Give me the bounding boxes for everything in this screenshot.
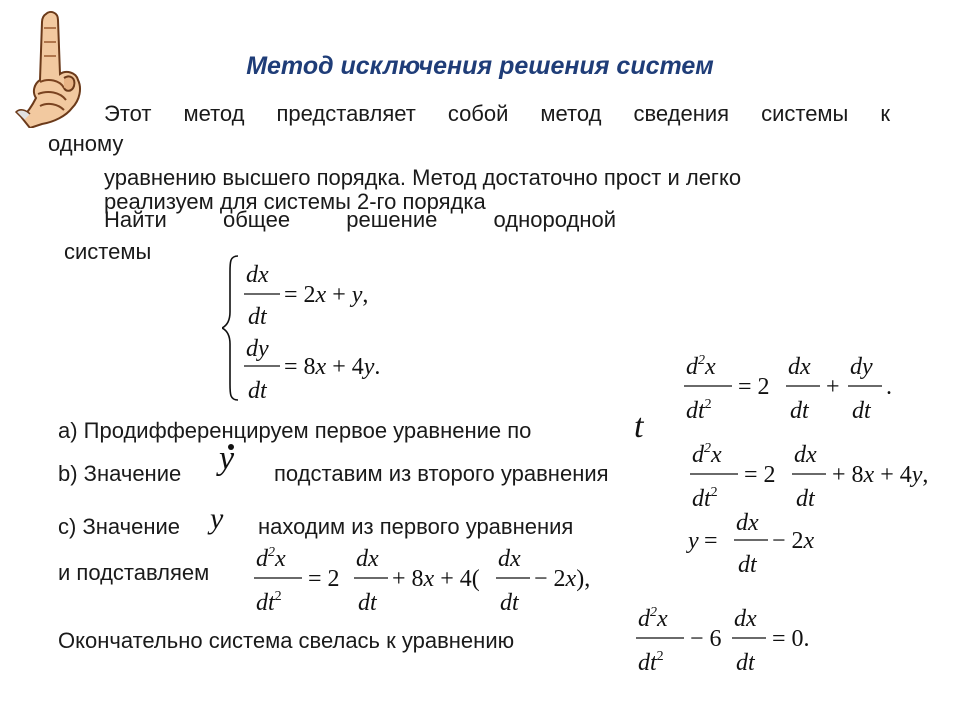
- svg-text:.: .: [886, 374, 892, 400]
- svg-text:= 2: = 2: [744, 462, 776, 488]
- svg-text:dt: dt: [790, 398, 809, 424]
- svg-text:y: y: [688, 528, 699, 554]
- svg-text:= 2: = 2: [738, 374, 770, 400]
- final-text: Окончательно система свелась к уравнению: [58, 628, 515, 653]
- step-c-variable: y: [210, 502, 224, 535]
- svg-text:dt2: $dt^2$: [686, 397, 712, 424]
- svg-text:= 8x + 4y.: = 8x + 4y.: [284, 354, 381, 380]
- svg-text:dt: dt: [248, 304, 267, 330]
- svg-text:− 6: − 6: [690, 626, 722, 652]
- step-c-label: c) Значение: [58, 514, 180, 539]
- svg-text:+ 8x + 4(: + 8x + 4(: [392, 566, 480, 592]
- system-equations-formula: [222, 252, 432, 404]
- svg-text:dt: dt: [852, 398, 871, 424]
- svg-text:dt: dt: [738, 552, 757, 578]
- step-b-label: b) Значение: [58, 461, 182, 486]
- final-equation-formula: [632, 598, 832, 680]
- svg-text:dt2: $dt^2$: [638, 649, 664, 676]
- svg-text:= 2x + y,: = 2x + y,: [284, 282, 369, 308]
- svg-text:dx: dx: [246, 262, 269, 288]
- svg-text:− 2x),: − 2x),: [534, 566, 591, 592]
- svg-text:dx: dx: [356, 546, 379, 572]
- svg-text:dt: dt: [358, 590, 377, 616]
- svg-text:dt2: $dt^2$: [256, 589, 282, 616]
- substituted-equation-formula: [686, 432, 954, 514]
- svg-text:dx: dx: [498, 546, 521, 572]
- svg-text:dt: dt: [500, 590, 519, 616]
- step-d-text: и подставляем: [58, 560, 210, 585]
- task-line-2: системы: [64, 239, 152, 264]
- intro-line-3: уравнению высшего порядка. Метод достаточно прост и легко: [104, 165, 742, 190]
- svg-text:d2x: $d^2x$: [638, 605, 668, 632]
- y-expression-formula: [686, 506, 836, 578]
- svg-text:+ 8x + 4y,: + 8x + 4y,: [832, 462, 929, 488]
- svg-text:d2x: $d^2x$: [692, 441, 722, 468]
- svg-text:=: =: [704, 528, 718, 554]
- step-a-text: a) Продифференцируем первое уравнение по: [58, 418, 532, 443]
- differentiated-equation-formula: [680, 346, 920, 428]
- step-b-text: подставим из второго уравнения: [274, 461, 609, 486]
- svg-text:dt: dt: [796, 486, 815, 512]
- step-a-variable: t: [634, 408, 644, 445]
- svg-text:− 2x: − 2x: [772, 528, 815, 554]
- intro-line-4: реализуем для системы 2-го порядка: [104, 189, 486, 214]
- intro-line-2: одному: [48, 131, 124, 156]
- svg-text:= 0.: = 0.: [772, 626, 810, 652]
- svg-text:d2x: $d^2x$: [256, 545, 286, 572]
- svg-text:dt: dt: [736, 650, 755, 676]
- svg-text:dx: dx: [794, 442, 817, 468]
- svg-text:dx: dx: [736, 510, 759, 536]
- svg-text:dy: dy: [246, 336, 269, 362]
- svg-text:dy: dy: [850, 354, 873, 380]
- step-b-variable: y: [219, 440, 235, 477]
- intro-line-1: Этот метод представляет собой метод сведения системы к: [104, 101, 890, 126]
- final-substitution-formula: [250, 538, 620, 620]
- svg-text:dt2: $dt^2$: [692, 485, 718, 512]
- svg-text:= 2: = 2: [308, 566, 340, 592]
- step-c-text: находим из первого уравнения: [258, 514, 574, 539]
- svg-text:dt: dt: [248, 378, 267, 404]
- svg-text:dx: dx: [734, 606, 757, 632]
- svg-text:dx: dx: [788, 354, 811, 380]
- svg-text:+: +: [826, 374, 840, 400]
- page-title: Метод исключения решения систем: [246, 52, 714, 80]
- svg-text:d2x: $d^2x$: [686, 353, 716, 380]
- task-line-1: Найти общее решение однородной: [104, 207, 616, 232]
